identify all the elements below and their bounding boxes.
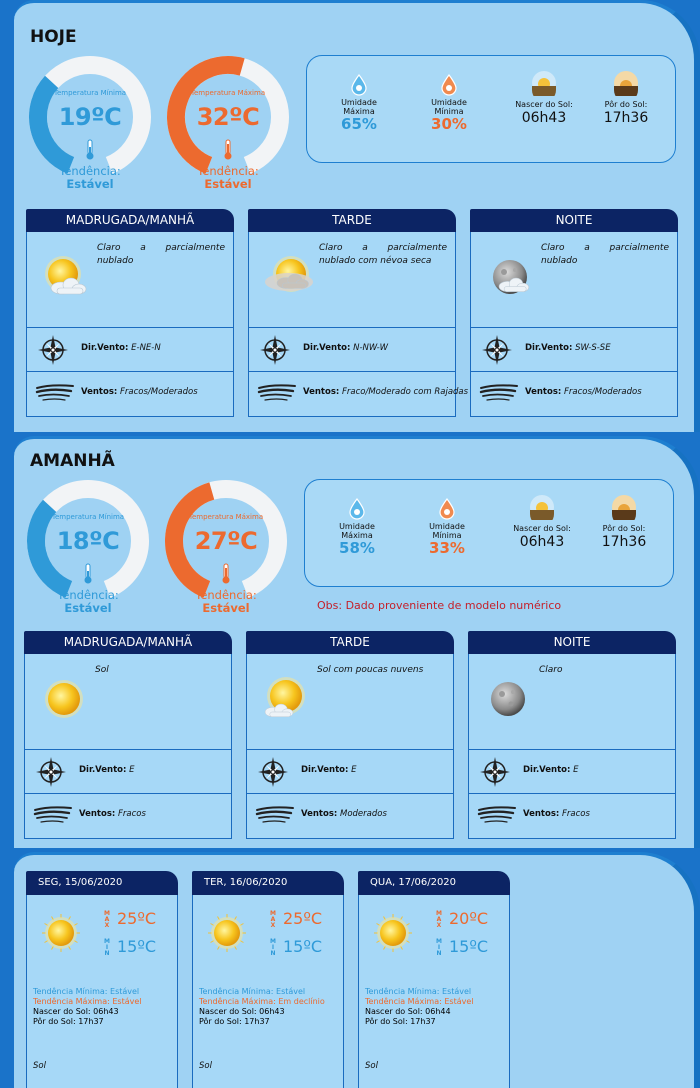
water-drop-icon xyxy=(344,496,370,522)
condition-text: Claro a parcialmente nublado xyxy=(541,243,669,266)
sunrise-label: Nascer do Sol: xyxy=(513,524,571,533)
period-col xyxy=(24,631,232,839)
compass-icon xyxy=(479,756,511,788)
wind-speed: Ventos: Moderados xyxy=(301,809,387,819)
water-drop-icon xyxy=(346,72,372,98)
sun-icon xyxy=(39,674,89,724)
wind-speed: Ventos: Fracos xyxy=(523,809,590,819)
partly-cloudy-icon xyxy=(41,252,91,302)
gauge-caption: Temperatura Mínima xyxy=(51,513,125,521)
gauge-caption: Temperatura Máxima xyxy=(190,89,266,97)
today-min-temp: 19ºC xyxy=(58,103,122,131)
sunset xyxy=(589,494,659,551)
sunset xyxy=(591,70,661,127)
wind-icon xyxy=(35,382,75,404)
sunset-time: 17h36 xyxy=(601,534,647,550)
compass-icon xyxy=(259,334,291,366)
gauge-caption: Temperatura Máxima xyxy=(188,513,264,521)
wind-icon xyxy=(257,382,297,404)
period-title: NOITE xyxy=(468,631,676,654)
condition-text: Sol com poucas nuvens xyxy=(317,665,424,675)
max-tag: M A X xyxy=(104,910,110,929)
day-max-temp: 25ºC xyxy=(283,909,323,928)
wind-icon xyxy=(255,804,295,826)
day-sunrise: Nascer do Sol: 06h43 xyxy=(199,1007,285,1016)
day-min-temp: 15ºC xyxy=(449,937,489,956)
humidity-max xyxy=(327,496,387,557)
day-sunset: Pôr do Sol: 17h37 xyxy=(365,1017,436,1026)
water-drop-icon xyxy=(434,496,460,522)
period-title: MADRUGADA/MANHÃ xyxy=(26,209,234,232)
trend-label: Tendência: xyxy=(195,588,257,602)
water-drop-icon xyxy=(436,72,462,98)
tomorrow-panel xyxy=(14,436,700,848)
wind-speed: Ventos: Fraco/Moderado com Rajadas xyxy=(303,387,469,397)
day-sunset: Pôr do Sol: 17h37 xyxy=(33,1017,104,1026)
humidity-max-value: 65% xyxy=(341,115,377,133)
condition-text: Claro xyxy=(539,665,563,675)
forecast-day xyxy=(192,871,344,1088)
period-title: NOITE xyxy=(470,209,678,232)
tomorrow-max-gauge xyxy=(164,479,288,615)
trend-max: Tendência Máxima: Estável xyxy=(365,997,474,1006)
trend-min: Tendência Mínima: Estável xyxy=(33,987,140,996)
period-col xyxy=(248,209,469,417)
sunrise-icon xyxy=(529,494,555,520)
wind-speed: Ventos: Fracos xyxy=(79,809,146,819)
trend-label: Tendência: xyxy=(59,164,121,178)
compass-icon xyxy=(481,334,513,366)
condition-text: Claro a parcialmente nublado xyxy=(97,243,225,266)
trend-block xyxy=(26,589,150,615)
period-col xyxy=(246,631,454,839)
sun-cloud-icon xyxy=(261,674,311,724)
sun-icon xyxy=(207,913,247,953)
trend-max: Tendência Máxima: Estável xyxy=(33,997,142,1006)
today-title: HOJE xyxy=(30,27,77,47)
humidity-min-label: Umidade Mínima xyxy=(431,98,467,116)
wind-direction: Dir.Vento: E-NE-N xyxy=(81,343,161,353)
sunrise-label: Nascer do Sol: xyxy=(515,100,573,109)
day-condition: Sol xyxy=(33,1061,46,1071)
tomorrow-info-box xyxy=(304,479,674,587)
humidity-min-value: 33% xyxy=(429,539,465,557)
trend-min: Tendência Mínima: Estável xyxy=(365,987,472,996)
wind-direction: Dir.Vento: E xyxy=(79,765,135,775)
day-min-temp: 15ºC xyxy=(117,937,157,956)
tomorrow-min-gauge xyxy=(26,479,150,615)
wind-direction: Dir.Vento: E xyxy=(523,765,579,775)
min-tag: M I N xyxy=(104,938,110,957)
sunset-icon xyxy=(613,70,639,96)
humidity-min-label: Umidade Mínima xyxy=(429,522,465,540)
gauge-caption: Temperatura Mínima xyxy=(53,89,127,97)
wind-direction: Dir.Vento: E xyxy=(301,765,357,775)
sun-icon xyxy=(41,913,81,953)
sunset-label: Pôr do Sol: xyxy=(602,524,646,533)
model-note: Obs: Dado proveniente de modelo numérico xyxy=(317,599,562,612)
day-max-temp: 20ºC xyxy=(449,909,489,928)
trend-label: Tendência: xyxy=(57,588,119,602)
today-info-box xyxy=(306,55,676,163)
min-tag: M I N xyxy=(270,938,276,957)
sunset-icon xyxy=(611,494,637,520)
forecast-days-panel xyxy=(14,852,700,1088)
day-date: QUA, 17/06/2020 xyxy=(358,871,510,895)
trend-block xyxy=(28,165,152,191)
trend-block xyxy=(166,165,290,191)
day-condition: Sol xyxy=(199,1061,212,1071)
day-sunrise: Nascer do Sol: 06h43 xyxy=(33,1007,119,1016)
forecast-day xyxy=(358,871,510,1088)
max-tag: M A X xyxy=(436,910,442,929)
trend-label: Tendência: xyxy=(197,164,259,178)
day-date: TER, 16/06/2020 xyxy=(192,871,344,895)
wind-direction: Dir.Vento: N-NW-W xyxy=(303,343,388,353)
tomorrow-min-temp: 18ºC xyxy=(56,527,120,555)
today-max-gauge xyxy=(166,55,290,191)
humidity-max-value: 58% xyxy=(339,539,375,557)
day-sunrise: Nascer do Sol: 06h44 xyxy=(365,1007,451,1016)
compass-icon xyxy=(35,756,67,788)
trend-max: Tendência Máxima: Em declínio xyxy=(199,997,325,1006)
max-tag: M A X xyxy=(270,910,276,929)
period-col xyxy=(470,209,678,417)
trend-value: Estável xyxy=(204,177,252,191)
sunset-label: Pôr do Sol: xyxy=(604,100,648,109)
humidity-min xyxy=(419,72,479,133)
sunset-time: 17h36 xyxy=(603,110,649,126)
trend-min: Tendência Mínima: Estável xyxy=(199,987,306,996)
wind-icon xyxy=(477,804,517,826)
condition-text: Sol xyxy=(95,665,109,675)
today-min-gauge xyxy=(28,55,152,191)
tomorrow-title: AMANHÃ xyxy=(30,451,115,471)
day-sunset: Pôr do Sol: 17h37 xyxy=(199,1017,270,1026)
period-title: TARDE xyxy=(246,631,454,654)
sunrise-time: 06h43 xyxy=(519,534,565,550)
day-min-temp: 15ºC xyxy=(283,937,323,956)
humidity-min-value: 30% xyxy=(431,115,467,133)
sunrise xyxy=(509,70,579,127)
compass-icon xyxy=(257,756,289,788)
wind-icon xyxy=(479,382,519,404)
today-panel xyxy=(14,0,700,432)
wind-direction: Dir.Vento: SW-S-SE xyxy=(525,343,611,353)
humidity-max-label: Umidade Máxima xyxy=(339,522,375,540)
sunrise xyxy=(507,494,577,551)
today-max-temp: 32ºC xyxy=(196,103,260,131)
trend-block xyxy=(164,589,288,615)
sun-icon xyxy=(373,913,413,953)
period-title: MADRUGADA/MANHÃ xyxy=(24,631,232,654)
day-condition: Sol xyxy=(365,1061,378,1071)
humidity-min xyxy=(417,496,477,557)
period-col xyxy=(26,209,234,417)
wind-speed: Ventos: Fracos/Moderados xyxy=(81,387,198,397)
moon-cloud-icon xyxy=(485,252,535,302)
trend-value: Estável xyxy=(64,601,112,615)
humidity-max xyxy=(329,72,389,133)
min-tag: M I N xyxy=(436,938,442,957)
wind-icon xyxy=(33,804,73,826)
humidity-max-label: Umidade Máxima xyxy=(341,98,377,116)
sunrise-icon xyxy=(531,70,557,96)
period-title: TARDE xyxy=(248,209,456,232)
compass-icon xyxy=(37,334,69,366)
forecast-day xyxy=(26,871,178,1088)
sunrise-time: 06h43 xyxy=(521,110,567,126)
condition-text: Claro a parcialmente nublado com névoa seca xyxy=(319,243,447,266)
moon-icon xyxy=(483,674,533,724)
period-col xyxy=(468,631,676,839)
trend-value: Estável xyxy=(66,177,114,191)
day-max-temp: 25ºC xyxy=(117,909,157,928)
hazy-cloudy-icon xyxy=(263,252,313,302)
trend-value: Estável xyxy=(202,601,250,615)
day-date: SEG, 15/06/2020 xyxy=(26,871,178,895)
wind-speed: Ventos: Fracos/Moderados xyxy=(525,387,642,397)
tomorrow-max-temp: 27ºC xyxy=(194,527,258,555)
